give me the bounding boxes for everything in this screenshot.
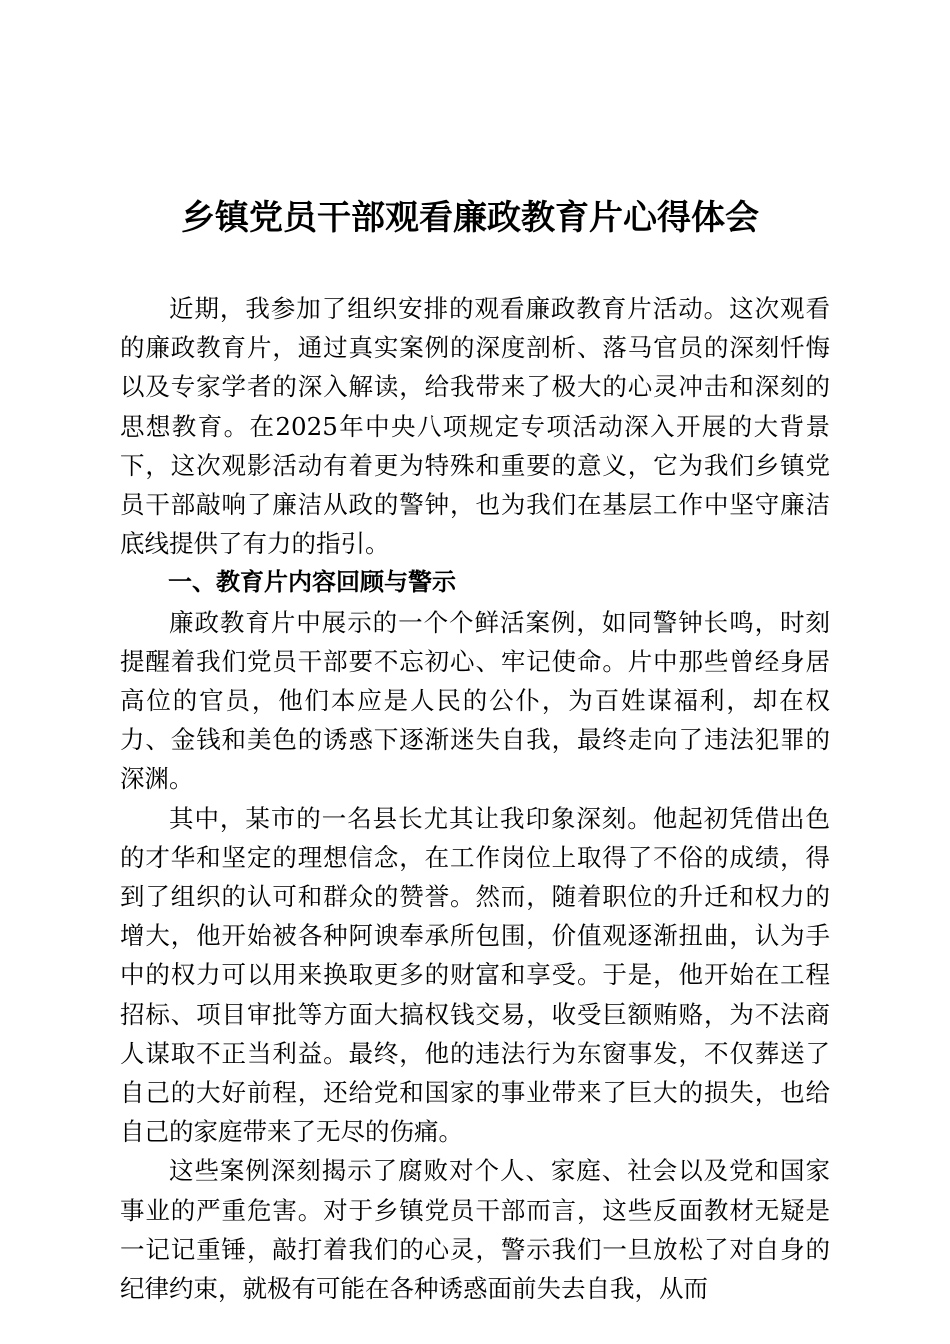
section-heading: 一、教育片内容回顾与警示 [168, 568, 456, 597]
paragraph-harm: 这些案例深刻揭示了腐败对个人、家庭、社会以及党和国家事业的严重危害。对于乡镇党员干部而言，这些反面教材无疑是一记记重锤，敲打着我们的心灵，警示我们一旦放松了对自身的纪律约束，就极有可能在各种诱惑面前失去自我，从而 [120, 1156, 830, 1304]
document-title: 乡镇党员干部观看廉政教育片心得体会 [181, 198, 759, 238]
paragraph-case: 其中，某市的一名县长尤其让我印象深刻。他起初凭借出色的才华和坚定的理想信念，在工作岗位上取得了不俗的成绩，得到了组织的认可和群众的赞誉。然而，随着职位的升迁和权力的增大，他开始被各种阿谀奉承所包围，价值观逐渐扭曲，认为手中的权力可以用来换取更多的财富和享受。于是，他开始在工程招标、项目审批等方面大搞权钱交易，收受巨额贿赂，为不法商人谋取不正当利益。最终，他的违法行为东窗事发，不仅葬送了自己的大好前程，还给党和国家的事业带来了巨大的损失，也给自己的家庭带来了无尽的伤痛。 [120, 803, 830, 1147]
paragraph-intro: 近期，我参加了组织安排的观看廉政教育片活动。这次观看的廉政教育片，通过真实案例的深度剖析、落马官员的深刻忏悔以及专家学者的深入解读，给我带来了极大的心灵冲击和深刻的思想教育。在2025年中央八项规定专项活动深入开展的大背景下，这次观影活动有着更为特殊和重要的意义，它为我们乡镇党员干部敲响了廉洁从政的警钟，也为我们在基层工作中坚守廉洁底线提供了有力的指引。 [120, 294, 830, 559]
document-body [120, 289, 830, 1308]
paragraph-review: 廉政教育片中展示的一个个鲜活案例，如同警钟长鸣，时刻提醒着我们党员干部要不忘初心、牢记使命。片中那些曾经身居高位的官员，他们本应是人民的公仆，为百姓谋福利，却在权力、金钱和美色的诱惑下逐渐迷失自我，最终走向了违法犯罪的深渊。 [120, 607, 830, 794]
